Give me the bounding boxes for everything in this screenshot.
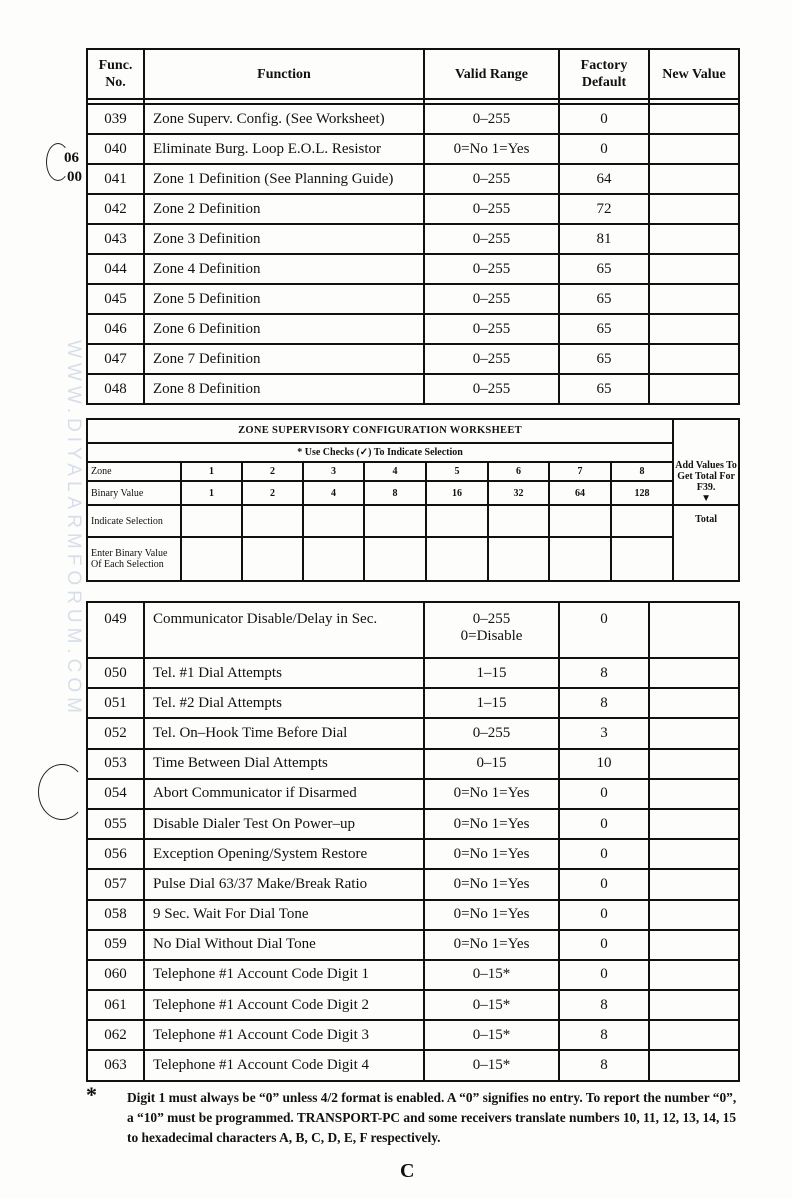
selection-cell[interactable] — [242, 505, 303, 537]
factory-default: 0 — [559, 960, 649, 990]
function-name: Zone 3 Definition — [144, 224, 424, 254]
table-row — [87, 809, 739, 839]
function-table-top — [86, 48, 740, 405]
footnote: Digit 1 must always be “0” unless 4/2 format is enabled. A “0” signifies no entry. To report the number “0”, a “10” must be programmed. TRANSPORT-PC and some receivers translate numbers 10, 11, 12, 13, 14, 15 to hexadecimal characters A, B, C, D, E, F respectively. — [127, 1090, 737, 1145]
zone-number: 8 — [611, 462, 673, 481]
header-factory-default: Factory Default — [559, 49, 649, 99]
zone-number: 4 — [364, 462, 426, 481]
factory-default: 3 — [559, 718, 649, 748]
header-func-no: Func. No. — [87, 49, 144, 99]
func-no: 041 — [87, 164, 144, 194]
factory-default: 0 — [559, 930, 649, 960]
new-value-cell[interactable] — [649, 688, 739, 718]
func-no: 060 — [87, 960, 144, 990]
func-no: 051 — [87, 688, 144, 718]
margin-fragment: 00 — [67, 169, 82, 185]
function-name: Zone 1 Definition (See Planning Guide) — [144, 164, 424, 194]
factory-default: 0 — [559, 869, 649, 899]
valid-range: 0–15 — [424, 749, 559, 779]
header-row — [87, 49, 739, 99]
binary-entry-cell[interactable] — [364, 537, 426, 581]
function-name: No Dial Without Dial Tone — [144, 930, 424, 960]
function-table-bottom — [86, 601, 740, 1082]
table-row — [87, 602, 739, 658]
valid-range: 0=No 1=Yes — [424, 900, 559, 930]
binary-value: 32 — [488, 481, 549, 505]
new-value-cell[interactable] — [649, 104, 739, 134]
valid-range: 0–15* — [424, 1020, 559, 1050]
func-no: 046 — [87, 314, 144, 344]
zone-number: 5 — [426, 462, 488, 481]
table-row — [87, 930, 739, 960]
factory-default: 81 — [559, 224, 649, 254]
new-value-cell[interactable] — [649, 254, 739, 284]
valid-range: 0–255 — [424, 344, 559, 374]
valid-range: 0–15* — [424, 960, 559, 990]
binary-value: 1 — [181, 481, 242, 505]
indicate-selection-row — [87, 505, 739, 537]
function-name: Zone 6 Definition — [144, 314, 424, 344]
factory-default: 65 — [559, 254, 649, 284]
binary-value: 2 — [242, 481, 303, 505]
factory-default: 65 — [559, 314, 649, 344]
function-name: Disable Dialer Test On Power–up — [144, 809, 424, 839]
valid-range: 0–255 — [424, 314, 559, 344]
new-value-cell[interactable] — [649, 284, 739, 314]
new-value-cell[interactable] — [649, 930, 739, 960]
valid-range: 1–15 — [424, 658, 559, 688]
factory-default: 0 — [559, 809, 649, 839]
function-name: Tel. #2 Dial Attempts — [144, 688, 424, 718]
factory-default: 65 — [559, 284, 649, 314]
new-value-cell[interactable] — [649, 224, 739, 254]
worksheet-title: ZONE SUPERVISORY CONFIGURATION WORKSHEET — [87, 419, 673, 443]
func-no: 042 — [87, 194, 144, 224]
valid-range: 0–255 — [424, 254, 559, 284]
binary-entry-cell[interactable] — [426, 537, 488, 581]
worksheet-side-note — [673, 419, 739, 505]
table-row — [87, 779, 739, 809]
valid-range-line2: 0=Disable — [460, 628, 523, 644]
binary-entry-cell[interactable] — [549, 537, 611, 581]
factory-default: 8 — [559, 990, 649, 1020]
valid-range: 0=No 1=Yes — [424, 809, 559, 839]
table-row — [87, 344, 739, 374]
valid-range-line1: 0–255 — [472, 611, 511, 627]
new-value-cell[interactable] — [649, 344, 739, 374]
scan-arc — [38, 764, 86, 820]
table-row — [87, 254, 739, 284]
func-no: 055 — [87, 809, 144, 839]
table-row — [87, 224, 739, 254]
side-note-text: Add Values To Get Total For F39. — [675, 460, 737, 493]
scan-arc — [46, 143, 70, 181]
valid-range: 0=No 1=Yes — [424, 930, 559, 960]
func-no: 040 — [87, 134, 144, 164]
worksheet-subtitle: * Use Checks (✓) To Indicate Selection — [87, 443, 673, 462]
func-no: 045 — [87, 284, 144, 314]
valid-range: 0–15* — [424, 990, 559, 1020]
func-no: 052 — [87, 718, 144, 748]
binary-value-label: Binary Value — [87, 481, 181, 505]
new-value-cell[interactable] — [649, 990, 739, 1020]
new-value-cell[interactable] — [649, 900, 739, 930]
margin-fragment: 06 — [64, 150, 79, 166]
func-no: 047 — [87, 344, 144, 374]
table-row — [87, 749, 739, 779]
function-name: Zone 7 Definition — [144, 344, 424, 374]
valid-range: 0=No 1=Yes — [424, 869, 559, 899]
header-valid-range: Valid Range — [424, 49, 559, 99]
factory-default: 65 — [559, 344, 649, 374]
factory-default: 64 — [559, 164, 649, 194]
table-row — [87, 104, 739, 134]
new-value-cell[interactable] — [649, 314, 739, 344]
selection-cell[interactable] — [611, 505, 673, 537]
valid-range: 0–255 — [424, 224, 559, 254]
binary-entry-cell[interactable] — [611, 537, 673, 581]
func-no: 049 — [87, 602, 144, 658]
binary-value: 8 — [364, 481, 426, 505]
valid-range: 0–15* — [424, 1050, 559, 1080]
watermark: WWW.DIYALARMFORUM.COM — [63, 340, 84, 719]
selection-cell[interactable] — [364, 505, 426, 537]
zone-label: Zone — [87, 462, 181, 481]
table-row — [87, 960, 739, 990]
function-name: Telephone #1 Account Code Digit 4 — [144, 1050, 424, 1080]
new-value-cell[interactable] — [649, 658, 739, 688]
function-name: Zone 8 Definition — [144, 374, 424, 404]
valid-range: 0=No 1=Yes — [424, 134, 559, 164]
total-label: Total — [695, 514, 718, 525]
binary-value: 16 — [426, 481, 488, 505]
function-name: 9 Sec. Wait For Dial Tone — [144, 900, 424, 930]
function-name: Tel. On–Hook Time Before Dial — [144, 718, 424, 748]
factory-default: 0 — [559, 602, 649, 658]
table-row — [87, 134, 739, 164]
table-row — [87, 869, 739, 899]
func-no: 061 — [87, 990, 144, 1020]
new-value-cell[interactable] — [649, 1050, 739, 1080]
factory-default: 0 — [559, 134, 649, 164]
new-value-cell[interactable] — [649, 164, 739, 194]
binary-entry-cell[interactable] — [242, 537, 303, 581]
function-name: Exception Opening/System Restore — [144, 839, 424, 869]
new-value-cell[interactable] — [649, 869, 739, 899]
new-value-cell[interactable] — [649, 839, 739, 869]
factory-default: 0 — [559, 104, 649, 134]
binary-value: 128 — [611, 481, 673, 505]
func-no: 057 — [87, 869, 144, 899]
new-value-cell[interactable] — [649, 1020, 739, 1050]
function-name: Abort Communicator if Disarmed — [144, 779, 424, 809]
factory-default: 8 — [559, 658, 649, 688]
function-name: Zone Superv. Config. (See Worksheet) — [144, 104, 424, 134]
function-name: Telephone #1 Account Code Digit 2 — [144, 990, 424, 1020]
function-name: Pulse Dial 63/37 Make/Break Ratio — [144, 869, 424, 899]
function-name: Telephone #1 Account Code Digit 1 — [144, 960, 424, 990]
table-row — [87, 374, 739, 404]
func-no: 044 — [87, 254, 144, 284]
selection-cell[interactable] — [181, 505, 242, 537]
total-cell[interactable] — [673, 505, 739, 581]
indicate-selection-label: Indicate Selection — [87, 505, 181, 537]
new-value-cell[interactable] — [649, 602, 739, 658]
zone-number: 6 — [488, 462, 549, 481]
function-name: Tel. #1 Dial Attempts — [144, 658, 424, 688]
table-row — [87, 1020, 739, 1050]
new-value-cell[interactable] — [649, 194, 739, 224]
func-no: 050 — [87, 658, 144, 688]
factory-default: 0 — [559, 779, 649, 809]
table-row — [87, 1050, 739, 1080]
factory-default: 10 — [559, 749, 649, 779]
factory-default: 72 — [559, 194, 649, 224]
valid-range: 0–255 — [424, 374, 559, 404]
binary-value: 64 — [549, 481, 611, 505]
zone-number: 1 — [181, 462, 242, 481]
func-no: 063 — [87, 1050, 144, 1080]
new-value-cell[interactable] — [649, 960, 739, 990]
zone-number: 7 — [549, 462, 611, 481]
footnote-star: * — [86, 1082, 97, 1107]
function-name: Zone 4 Definition — [144, 254, 424, 284]
func-no: 059 — [87, 930, 144, 960]
binary-entry-cell[interactable] — [303, 537, 364, 581]
func-no: 054 — [87, 779, 144, 809]
page-letter: C — [400, 1160, 415, 1182]
binary-entry-cell[interactable] — [488, 537, 549, 581]
valid-range: 0–255 — [424, 718, 559, 748]
function-name: Eliminate Burg. Loop E.O.L. Resistor — [144, 134, 424, 164]
function-name: Communicator Disable/Delay in Sec. — [144, 602, 424, 658]
new-value-cell[interactable] — [649, 779, 739, 809]
function-name: Zone 2 Definition — [144, 194, 424, 224]
table-row — [87, 839, 739, 869]
factory-default: 65 — [559, 374, 649, 404]
factory-default: 0 — [559, 839, 649, 869]
func-no: 048 — [87, 374, 144, 404]
zone-supervisory-worksheet — [86, 418, 740, 582]
func-no: 058 — [87, 900, 144, 930]
valid-range: 0=No 1=Yes — [424, 779, 559, 809]
new-value-cell[interactable] — [649, 809, 739, 839]
table-row — [87, 314, 739, 344]
valid-range: 0=No 1=Yes — [424, 839, 559, 869]
header-function: Function — [144, 49, 424, 99]
table-row — [87, 194, 739, 224]
table-row — [87, 718, 739, 748]
valid-range: 0–255 — [424, 194, 559, 224]
binary-value-row — [87, 481, 739, 505]
table-row — [87, 164, 739, 194]
valid-range: 0–255 — [424, 164, 559, 194]
binary-entry-cell[interactable] — [181, 537, 242, 581]
binary-value: 4 — [303, 481, 364, 505]
zone-number: 2 — [242, 462, 303, 481]
enter-binary-row — [87, 537, 739, 581]
valid-range: 1–15 — [424, 688, 559, 718]
header-new-value: New Value — [649, 49, 739, 99]
zone-row — [87, 462, 739, 481]
table-row — [87, 990, 739, 1020]
func-no: 056 — [87, 839, 144, 869]
func-no: 039 — [87, 104, 144, 134]
selection-cell[interactable] — [488, 505, 549, 537]
function-name: Zone 5 Definition — [144, 284, 424, 314]
table-row — [87, 688, 739, 718]
zone-number: 3 — [303, 462, 364, 481]
valid-range — [424, 602, 559, 658]
selection-cell[interactable] — [426, 505, 488, 537]
enter-binary-label: Enter Binary Value Of Each Selection — [87, 537, 181, 581]
new-value-cell[interactable] — [649, 374, 739, 404]
selection-cell[interactable] — [549, 505, 611, 537]
function-name: Time Between Dial Attempts — [144, 749, 424, 779]
valid-range: 0–255 — [424, 104, 559, 134]
new-value-cell[interactable] — [649, 718, 739, 748]
valid-range: 0–255 — [424, 284, 559, 314]
func-no: 043 — [87, 224, 144, 254]
down-arrow-icon: ▼ — [701, 493, 712, 504]
table-row — [87, 284, 739, 314]
func-no: 062 — [87, 1020, 144, 1050]
func-no: 053 — [87, 749, 144, 779]
table-row — [87, 900, 739, 930]
factory-default: 8 — [559, 1050, 649, 1080]
factory-default: 0 — [559, 900, 649, 930]
new-value-cell[interactable] — [649, 134, 739, 164]
function-name: Telephone #1 Account Code Digit 3 — [144, 1020, 424, 1050]
table-row — [87, 658, 739, 688]
selection-cell[interactable] — [303, 505, 364, 537]
factory-default: 8 — [559, 1020, 649, 1050]
factory-default: 8 — [559, 688, 649, 718]
new-value-cell[interactable] — [649, 749, 739, 779]
